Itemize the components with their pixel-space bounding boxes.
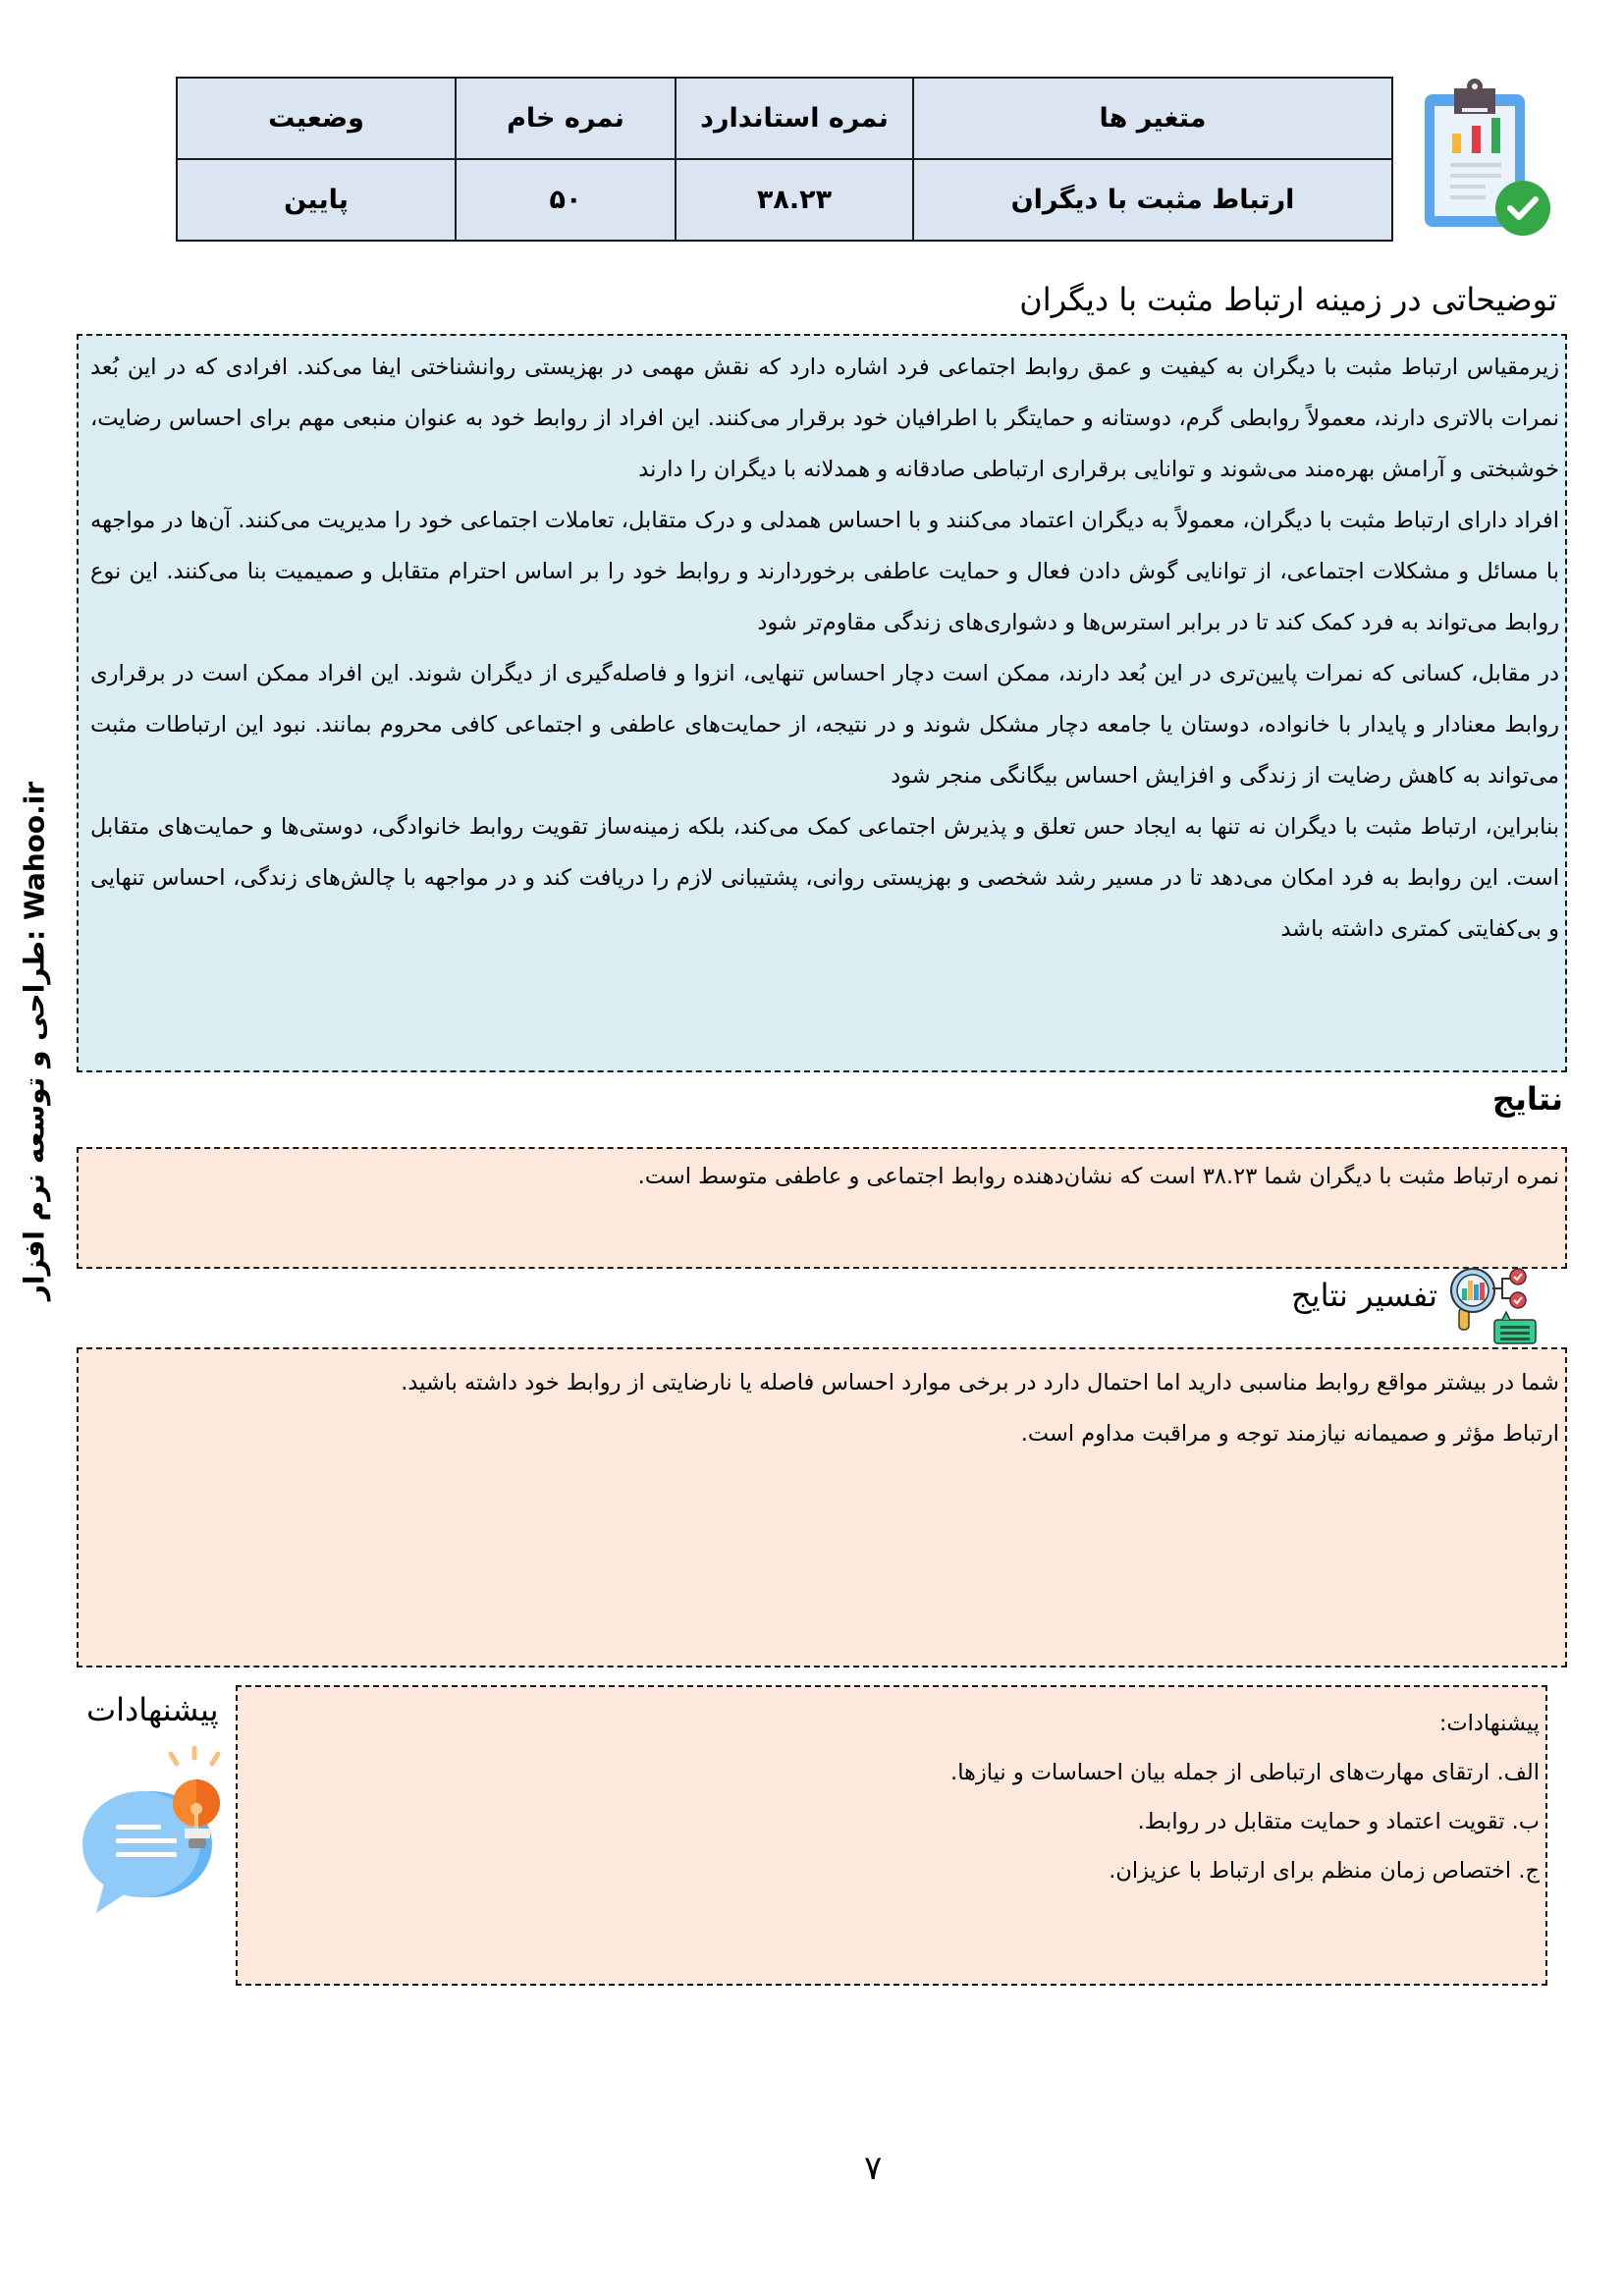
description-paragraph: زیرمقیاس ارتباط مثبت با دیگران به کیفیت و عمق روابط اجتماعی فرد اشاره دارد که نقش مهمی در بهزیستی روانشناختی ایفا می‌کند. افرادی که در این بُعد نمرات بالاتری دارند، معمولاً روابطی گرم، دوستانه و حمایتگر با اطرافیان خود برقرار می‌کنند. این افراد از روابط خود به عنوان منبعی مهم برای احساس رضایت، خوشبختی و آرامش بهره‌مند می‌شوند و توانایی برقراری ارتباطی صادقانه و همدلانه با دیگران را دارند: [90, 355, 1559, 482]
cell-status: پایین: [177, 159, 456, 241]
suggestions-box: [236, 1685, 1547, 1986]
side-credit-text: طراحی و توسعه نرم افزار: Wahoo.ir: [18, 781, 51, 1301]
table-header-row: [177, 78, 1392, 159]
description-title: توضیحاتی در زمینه ارتباط مثبت با دیگران: [1019, 281, 1557, 318]
description-box: [77, 334, 1567, 1072]
results-title: نتایج: [1491, 1080, 1563, 1118]
page-number: ۷: [864, 2149, 883, 2188]
interpretation-box: [77, 1347, 1567, 1667]
interpretation-title: تفسیر نتایج: [1291, 1277, 1437, 1314]
cell-raw-score: ۵۰: [456, 159, 676, 241]
description-paragraph: در مقابل، کسانی که نمرات پایین‌تری در این بُعد دارند، ممکن است دچار احساس تنهایی، انزوا و فاصله‌گیری از دیگران شوند. این افراد ممکن است در برقراری روابط معنادار و پایدار با خانواده، دوستان یا جامعه دچار مشکل شوند و در نتیجه، از حمایت‌های عاطفی و اجتماعی کافی محروم بمانند. نبود این ارتباطات مثبت می‌تواند به کاهش رضایت از زندگی و افزایش احساس بیگانگی منجر شود: [90, 661, 1559, 789]
suggestion-item: ج. اختصاص زمان منظم برای ارتباط با عزیزان.: [1109, 1858, 1540, 1884]
side-credit: [10, 776, 59, 1306]
header-raw-score: نمره خام: [456, 78, 676, 159]
header-standard-score: نمره استاندارد: [676, 78, 913, 159]
interpretation-line: شما در بیشتر مواقع روابط مناسبی دارید اما احتمال دارد در برخی موارد احساس فاصله یا نارضایتی از روابط خود داشته باشید.: [401, 1370, 1559, 1395]
suggestions-heading: پیشنهادات:: [1438, 1711, 1540, 1736]
suggestions-title: پیشنهادات: [86, 1691, 219, 1728]
results-box: [77, 1147, 1567, 1269]
header-status: وضعیت: [177, 78, 456, 159]
chat-lightbulb-icon: [77, 1746, 234, 1933]
results-text: نمره ارتباط مثبت با دیگران شما ۳۸.۲۳ است که نشان‌دهنده روابط اجتماعی و عاطفی متوسط است.: [637, 1164, 1559, 1189]
header-variables: متغیر ها: [913, 78, 1392, 159]
summary-table: [176, 77, 1393, 242]
suggestion-item: الف. ارتقای مهارت‌های ارتباطی از جمله بیان احساسات و نیازها.: [950, 1760, 1540, 1785]
table-row: [177, 159, 1392, 241]
magnifier-analysis-icon: [1447, 1265, 1545, 1347]
interpretation-line: ارتباط مؤثر و صمیمانه نیازمند توجه و مراقبت مداوم است.: [1020, 1421, 1559, 1447]
cell-standard-score: ۳۸.۲۳: [676, 159, 913, 241]
suggestion-item: ب. تقویت اعتماد و حمایت متقابل در روابط.: [1137, 1809, 1540, 1834]
clipboard-chart-icon: [1419, 75, 1556, 242]
description-paragraph: بنابراین، ارتباط مثبت با دیگران نه تنها به ایجاد حس تعلق و پذیرش اجتماعی کمک می‌کند، بلکه زمینه‌ساز تقویت روابط خانوادگی، دوستی‌ها و حمایت‌های متقابل است. این روابط به فرد امکان می‌دهد تا در مسیر رشد شخصی و بهزیستی روانی، پشتیبانی لازم را دریافت کند و در مواجهه با چالش‌های زندگی، احساس تنهایی و بی‌کفایتی کمتری داشته باشد: [90, 814, 1559, 942]
cell-variable: ارتباط مثبت با دیگران: [913, 159, 1392, 241]
description-paragraph: افراد دارای ارتباط مثبت با دیگران، معمولاً به دیگران اعتماد می‌کنند و با احساس همدلی و درک متقابل، تعاملات اجتماعی خود را مدیریت می‌کنند. آن‌ها در مواجهه با مسائل و مشکلات اجتماعی، از توانایی گوش دادن فعال و حمایت عاطفی برخوردارند و روابط خود را بر اساس احترام متقابل و صمیمیت بنا می‌کنند. این نوع روابط می‌تواند به فرد کمک کند تا در برابر استرس‌ها و دشواری‌های زندگی مقاوم‌تر شود: [90, 508, 1559, 635]
